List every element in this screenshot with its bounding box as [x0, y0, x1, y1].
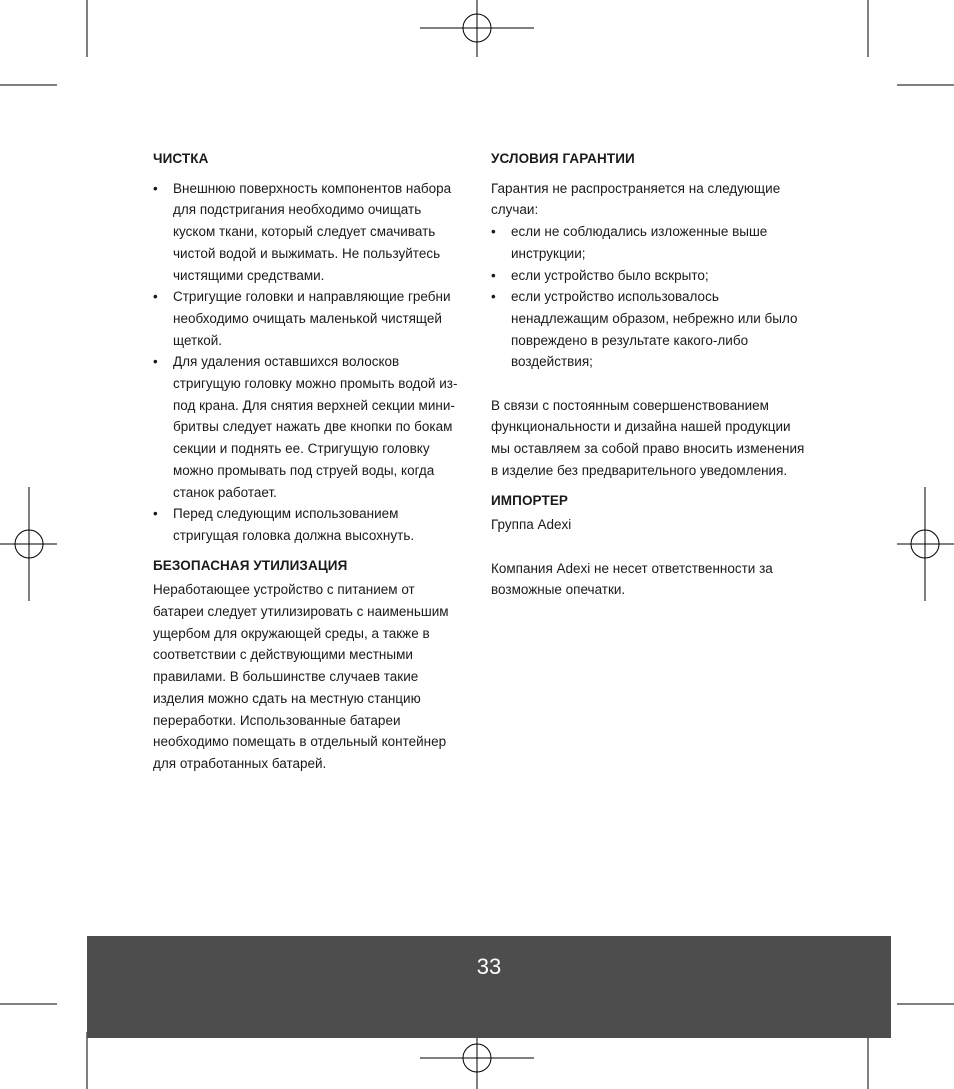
- right-column: [491, 148, 806, 601]
- list-item: • Внешнюю поверхность компонентов набора для подстригания необходимо очищать куском ткани, который следует смачивать чистой водой и выжимать. Не пользуйтесь чистящими средствами.: [153, 178, 463, 287]
- disposal-heading: БЕЗОПАСНАЯ УТИЛИЗАЦИЯ: [153, 557, 348, 573]
- list-item: • если не соблюдались изложенные выше инструкции;: [491, 221, 806, 264]
- left-column: [153, 148, 463, 775]
- importer-disclaimer: Компания Adexi не несет ответственности за возможные опечатки.: [491, 560, 773, 598]
- importer-heading: ИМПОРТЕР: [491, 492, 569, 508]
- warranty-heading: УСЛОВИЯ ГАРАНТИИ: [491, 151, 635, 166]
- list-item: • если устройство использовалось ненадлежащим образом, небрежно или было повреждено в результате какого-либо воздействия;: [491, 286, 806, 373]
- page-number: 33: [476, 954, 502, 979]
- cleaning-heading: ЧИСТКА: [153, 151, 209, 166]
- list-item: • если устройство было вскрыто;: [491, 265, 806, 287]
- cleaning-list: [153, 178, 463, 547]
- list-item: • Для удаления оставшихся волосков стригущую головку можно промыть водой из-под крана. Для снятия верхней секции мини-бритвы следует нажать две кнопки по бокам секции и поднять ее. Стригущую головку можно промывать под струей воды, когда станок работает.: [153, 351, 463, 503]
- warranty-note: В связи с постоянным совершенствованием функциональности и дизайна нашей продукции мы оставляем за собой право вносить изменения в изделие без предварительного уведомления.: [491, 397, 805, 478]
- importer-company: Группа Adexi: [491, 517, 572, 533]
- footer-band: [87, 936, 891, 1038]
- list-item: • Стригущие головки и направляющие гребни необходимо очищать маленькой чистящей щеткой.: [153, 286, 463, 351]
- warranty-list: [491, 221, 806, 373]
- list-item: • Перед следующим использованием стригущая головка должна высохнуть.: [153, 503, 463, 546]
- warranty-intro: Гарантия не распространяется на следующие случаи:: [491, 180, 781, 218]
- disposal-text: Неработающее устройство с питанием от батареи следует утилизировать с наименьшим ущербом для окружающей среды, а также в соответствии с действующими местными правилами. В большинстве случаев такие изделия можно сдать на местную станцию переработки. Использованные батареи необходимо помещать в отдельный контейнер для отработанных батарей.: [153, 582, 449, 771]
